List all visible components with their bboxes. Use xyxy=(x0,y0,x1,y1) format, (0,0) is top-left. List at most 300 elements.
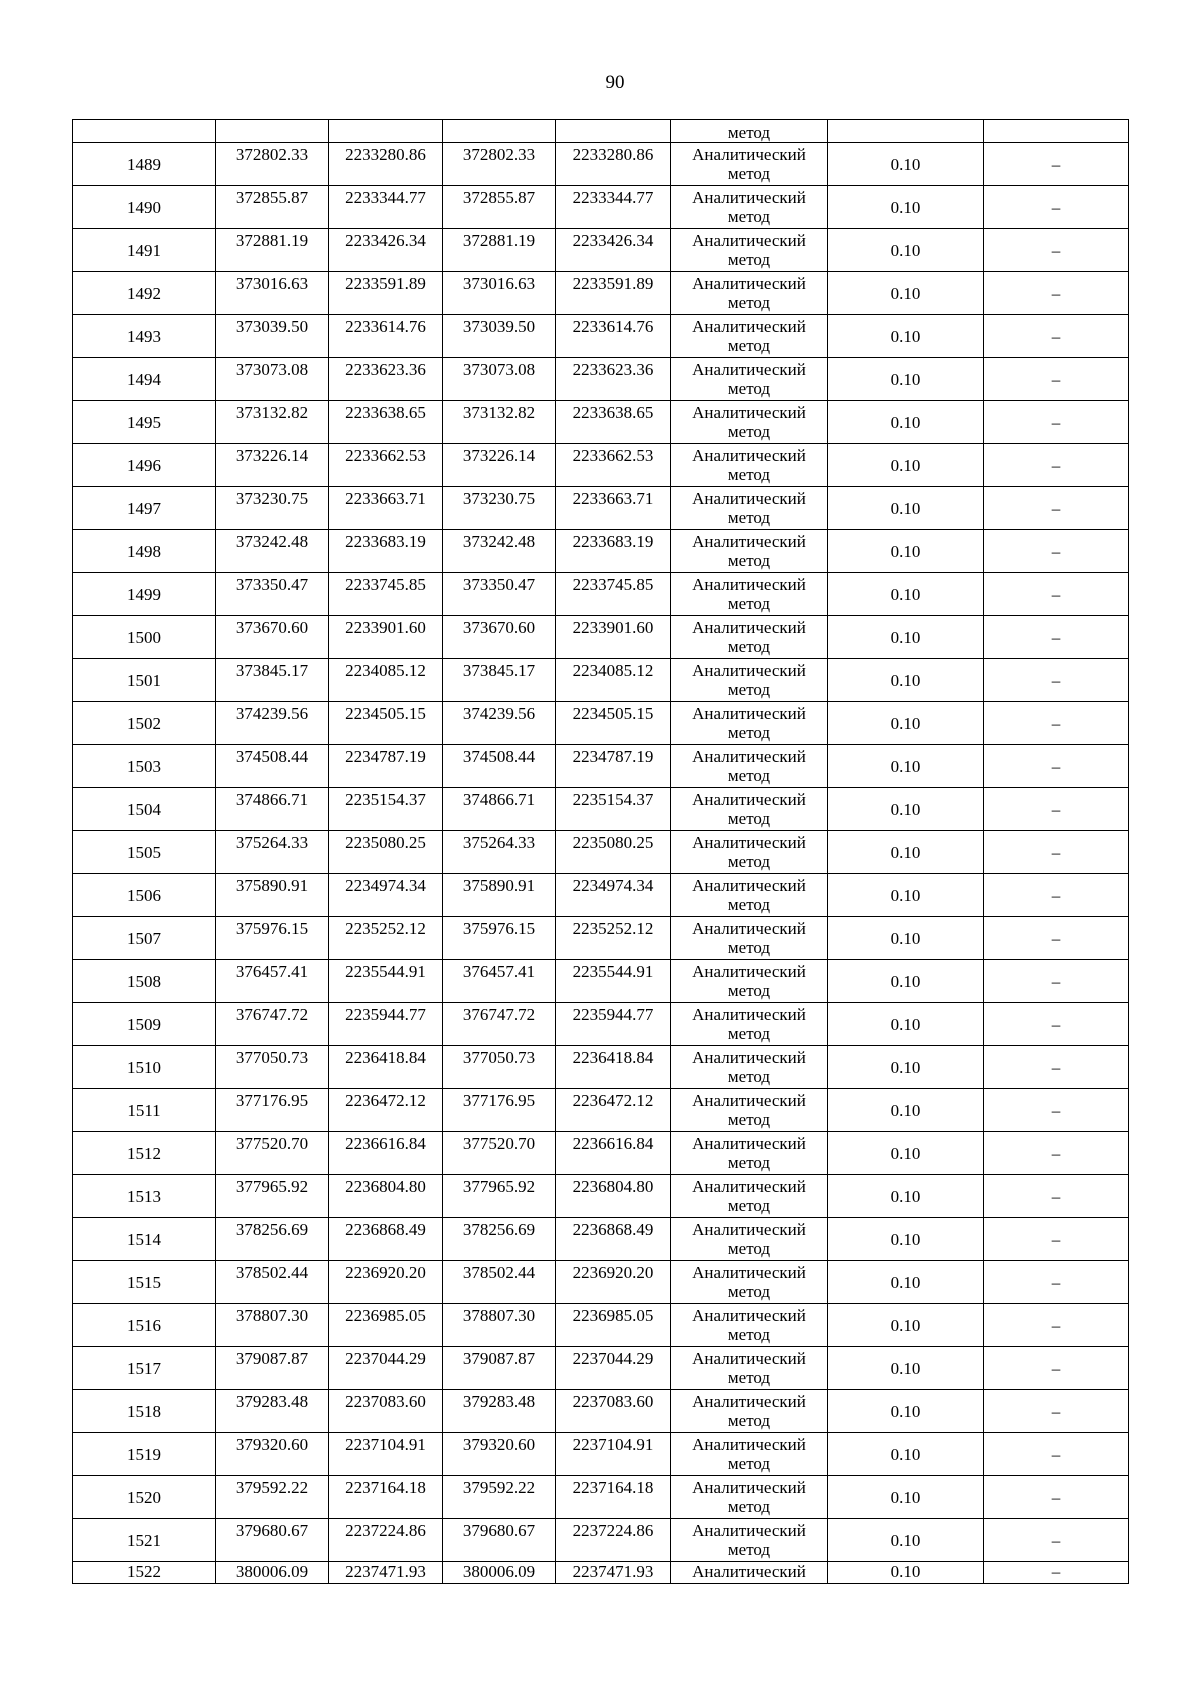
note-cell: – xyxy=(984,229,1129,272)
y2-cell: 2234505.15 xyxy=(556,702,671,745)
method-cell xyxy=(671,1261,828,1304)
y1-cell: 2235944.77 xyxy=(329,1003,443,1046)
page-number: 90 xyxy=(605,72,625,93)
method-cell xyxy=(671,573,828,616)
y2-cell: 2233901.60 xyxy=(556,616,671,659)
method-line-1: Аналитический xyxy=(692,661,806,680)
x1-cell: 377050.73 xyxy=(216,1046,329,1089)
note-cell: – xyxy=(984,1390,1129,1433)
note-cell: – xyxy=(984,1476,1129,1519)
x1-cell: 377520.70 xyxy=(216,1132,329,1175)
method-line-1: Аналитический xyxy=(692,317,806,336)
accuracy-cell: 0.10 xyxy=(828,1519,984,1562)
method-cell xyxy=(671,1046,828,1089)
x1-cell: 373073.08 xyxy=(216,358,329,401)
x2-cell: 377176.95 xyxy=(443,1089,556,1132)
method-cell xyxy=(671,960,828,1003)
y2-cell: 2237224.86 xyxy=(556,1519,671,1562)
x2-cell: 380006.09 xyxy=(443,1562,556,1584)
method-line-1: Аналитический xyxy=(692,1306,806,1325)
method-line-2: метод xyxy=(727,1497,771,1516)
method-line-1: Аналитический xyxy=(692,876,806,895)
note-cell: – xyxy=(984,272,1129,315)
method-cell xyxy=(671,831,828,874)
x2-cell: 375264.33 xyxy=(443,831,556,874)
note-cell: – xyxy=(984,831,1129,874)
table-row xyxy=(73,1132,1129,1175)
continuation-row xyxy=(73,120,1129,143)
y1-cell: 2233662.53 xyxy=(329,444,443,487)
y1-cell: 2233591.89 xyxy=(329,272,443,315)
method-line-1: Аналитический xyxy=(692,446,806,465)
table-row xyxy=(73,1390,1129,1433)
accuracy-cell: 0.10 xyxy=(828,659,984,702)
method-cell xyxy=(671,186,828,229)
x2-cell: 373230.75 xyxy=(443,487,556,530)
table-row xyxy=(73,1304,1129,1347)
method-line-1: Аналитический xyxy=(692,1478,806,1497)
x1-cell: 373230.75 xyxy=(216,487,329,530)
method-line-1: Аналитический xyxy=(692,618,806,637)
method-line-2: метод xyxy=(727,336,771,355)
table-row xyxy=(73,315,1129,358)
table-row xyxy=(73,1476,1129,1519)
method-line-2: метод xyxy=(727,1282,771,1301)
x2-cell: 374508.44 xyxy=(443,745,556,788)
method-line-1: Аналитический xyxy=(692,747,806,766)
accuracy-cell: 0.10 xyxy=(828,358,984,401)
y2-cell: 2233591.89 xyxy=(556,272,671,315)
method-line-1: Аналитический xyxy=(692,1263,806,1282)
accuracy-cell: 0.10 xyxy=(828,1476,984,1519)
y1-cell: 2234974.34 xyxy=(329,874,443,917)
x1-cell: 373132.82 xyxy=(216,401,329,444)
y1-cell: 2235252.12 xyxy=(329,917,443,960)
point-number-cell: 1499 xyxy=(73,573,216,616)
x1-cell: 373350.47 xyxy=(216,573,329,616)
method-line-2: метод xyxy=(727,895,771,914)
method-cell xyxy=(671,315,828,358)
x2-cell: 375890.91 xyxy=(443,874,556,917)
method-cell xyxy=(671,1175,828,1218)
y1-cell: 2234505.15 xyxy=(329,702,443,745)
y2-cell: 2233344.77 xyxy=(556,186,671,229)
table-row xyxy=(73,1175,1129,1218)
table-row xyxy=(73,1218,1129,1261)
y1-cell: 2233344.77 xyxy=(329,186,443,229)
point-number-cell: 1501 xyxy=(73,659,216,702)
y2-cell: 2236418.84 xyxy=(556,1046,671,1089)
table-row xyxy=(73,702,1129,745)
y2-cell: 2233683.19 xyxy=(556,530,671,573)
y1-cell: 2233663.71 xyxy=(329,487,443,530)
method-line-2: метод xyxy=(727,680,771,699)
table-row xyxy=(73,960,1129,1003)
x1-cell: 372802.33 xyxy=(216,143,329,186)
x2-cell: 373242.48 xyxy=(443,530,556,573)
method-line-1: Аналитический xyxy=(692,1005,806,1024)
method-line-2: метод xyxy=(727,594,771,613)
table-row xyxy=(73,1046,1129,1089)
x1-cell: 373242.48 xyxy=(216,530,329,573)
method-cell xyxy=(671,1089,828,1132)
point-number-cell: 1515 xyxy=(73,1261,216,1304)
accuracy-cell: 0.10 xyxy=(828,1132,984,1175)
y2-cell: 2234974.34 xyxy=(556,874,671,917)
table-row xyxy=(73,616,1129,659)
y1-cell: 2235080.25 xyxy=(329,831,443,874)
accuracy-cell: 0.10 xyxy=(828,143,984,186)
point-number-cell: 1496 xyxy=(73,444,216,487)
y1-cell: 2236472.12 xyxy=(329,1089,443,1132)
method-line-1: Аналитический xyxy=(692,1134,806,1153)
point-number-cell: 1490 xyxy=(73,186,216,229)
x1-cell: 376747.72 xyxy=(216,1003,329,1046)
accuracy-cell: 0.10 xyxy=(828,1390,984,1433)
note-cell: – xyxy=(984,788,1129,831)
x1-cell: 373845.17 xyxy=(216,659,329,702)
y1-cell: 2237164.18 xyxy=(329,1476,443,1519)
method-line-2: метод xyxy=(727,1196,771,1215)
point-number-cell: 1514 xyxy=(73,1218,216,1261)
note-cell: – xyxy=(984,1132,1129,1175)
y1-cell: 2233683.19 xyxy=(329,530,443,573)
y1-cell: 2237224.86 xyxy=(329,1519,443,1562)
y2-cell: 2235944.77 xyxy=(556,1003,671,1046)
point-number-cell: 1500 xyxy=(73,616,216,659)
y2-cell: 2235544.91 xyxy=(556,960,671,1003)
point-number-cell: 1505 xyxy=(73,831,216,874)
method-line-2: метод xyxy=(727,207,771,226)
accuracy-cell: 0.10 xyxy=(828,401,984,444)
method-line-2: метод xyxy=(727,164,771,183)
x1-cell: 380006.09 xyxy=(216,1562,329,1584)
x1-cell: 379592.22 xyxy=(216,1476,329,1519)
x2-cell: 373132.82 xyxy=(443,401,556,444)
x1-cell: 375890.91 xyxy=(216,874,329,917)
point-number-cell: 1491 xyxy=(73,229,216,272)
table-row xyxy=(73,1433,1129,1476)
y1-cell: 2233426.34 xyxy=(329,229,443,272)
method-line-2: метод xyxy=(727,1067,771,1086)
note-cell: – xyxy=(984,1519,1129,1562)
x1-cell: 374508.44 xyxy=(216,745,329,788)
note-cell: – xyxy=(984,315,1129,358)
table-row xyxy=(73,745,1129,788)
x2-cell: 372802.33 xyxy=(443,143,556,186)
method-cell xyxy=(671,702,828,745)
method-line-1: Аналитический xyxy=(692,1392,806,1411)
accuracy-cell: 0.10 xyxy=(828,788,984,831)
method-line-2: метод xyxy=(727,1239,771,1258)
method-cell xyxy=(671,1304,828,1347)
table-row-last xyxy=(73,1562,1129,1584)
y1-cell: 2233745.85 xyxy=(329,573,443,616)
note-cell: – xyxy=(984,573,1129,616)
point-number-cell: 1512 xyxy=(73,1132,216,1175)
method-cell xyxy=(671,1390,828,1433)
method-line-1: Аналитический xyxy=(692,188,806,207)
table-row xyxy=(73,788,1129,831)
x1-cell: 373670.60 xyxy=(216,616,329,659)
method-line-2: метод xyxy=(727,422,771,441)
note-cell: – xyxy=(984,659,1129,702)
method-line-1: Аналитический xyxy=(692,489,806,508)
x2-cell: 379592.22 xyxy=(443,1476,556,1519)
point-number-cell: 1513 xyxy=(73,1175,216,1218)
note-cell: – xyxy=(984,702,1129,745)
x1-cell: 373226.14 xyxy=(216,444,329,487)
x2-cell: 374866.71 xyxy=(443,788,556,831)
y2-cell: 2233638.65 xyxy=(556,401,671,444)
method-cell xyxy=(671,1003,828,1046)
method-line-1: Аналитический xyxy=(692,1349,806,1368)
method-cell xyxy=(671,1132,828,1175)
note-cell: – xyxy=(984,1433,1129,1476)
y2-cell: 2233280.86 xyxy=(556,143,671,186)
y1-cell: 2233623.36 xyxy=(329,358,443,401)
note-cell: – xyxy=(984,1003,1129,1046)
point-number-cell: 1493 xyxy=(73,315,216,358)
cell-empty xyxy=(556,120,671,143)
method-line-1: Аналитический xyxy=(692,790,806,809)
method-cell xyxy=(671,1218,828,1261)
cell-empty xyxy=(216,120,329,143)
accuracy-cell: 0.10 xyxy=(828,1433,984,1476)
x2-cell: 376457.41 xyxy=(443,960,556,1003)
table-row xyxy=(73,831,1129,874)
method-line-2: метод xyxy=(727,766,771,785)
note-cell: – xyxy=(984,530,1129,573)
method-line-1: Аналитический xyxy=(692,1091,806,1110)
method-line-2: метод xyxy=(727,379,771,398)
note-cell: – xyxy=(984,1218,1129,1261)
point-number-cell: 1521 xyxy=(73,1519,216,1562)
note-cell: – xyxy=(984,874,1129,917)
y2-cell: 2233663.71 xyxy=(556,487,671,530)
y2-cell: 2236868.49 xyxy=(556,1218,671,1261)
table-row xyxy=(73,1003,1129,1046)
x1-cell: 377176.95 xyxy=(216,1089,329,1132)
y2-cell: 2233745.85 xyxy=(556,573,671,616)
y1-cell: 2234085.12 xyxy=(329,659,443,702)
method-line-2: метод xyxy=(727,1454,771,1473)
x2-cell: 373350.47 xyxy=(443,573,556,616)
method-line-2: метод xyxy=(727,852,771,871)
x2-cell: 379087.87 xyxy=(443,1347,556,1390)
accuracy-cell: 0.10 xyxy=(828,960,984,1003)
x1-cell: 374239.56 xyxy=(216,702,329,745)
x1-cell: 375976.15 xyxy=(216,917,329,960)
method-line-1: Аналитический xyxy=(692,962,806,981)
accuracy-cell: 0.10 xyxy=(828,917,984,960)
point-number-cell: 1518 xyxy=(73,1390,216,1433)
x2-cell: 372855.87 xyxy=(443,186,556,229)
y1-cell: 2237044.29 xyxy=(329,1347,443,1390)
point-number-cell: 1520 xyxy=(73,1476,216,1519)
point-number-cell: 1519 xyxy=(73,1433,216,1476)
accuracy-cell: 0.10 xyxy=(828,831,984,874)
accuracy-cell: 0.10 xyxy=(828,745,984,788)
x2-cell: 377965.92 xyxy=(443,1175,556,1218)
table-body xyxy=(73,120,1129,1584)
method-line-1: Аналитический xyxy=(692,919,806,938)
method-line-1: Аналитический xyxy=(692,360,806,379)
method-cell xyxy=(671,1347,828,1390)
point-number-cell: 1509 xyxy=(73,1003,216,1046)
method-line-2: метод xyxy=(727,723,771,742)
y2-cell: 2236472.12 xyxy=(556,1089,671,1132)
x2-cell: 379320.60 xyxy=(443,1433,556,1476)
y1-cell: 2237083.60 xyxy=(329,1390,443,1433)
point-number-cell: 1498 xyxy=(73,530,216,573)
method-cell xyxy=(671,272,828,315)
y2-cell: 2236804.80 xyxy=(556,1175,671,1218)
x1-cell: 379680.67 xyxy=(216,1519,329,1562)
y1-cell: 2233280.86 xyxy=(329,143,443,186)
table-row xyxy=(73,917,1129,960)
method-line-2: метод xyxy=(727,1540,771,1559)
x2-cell: 372881.19 xyxy=(443,229,556,272)
method-cell xyxy=(671,530,828,573)
x1-cell: 372881.19 xyxy=(216,229,329,272)
point-number-cell: 1517 xyxy=(73,1347,216,1390)
note-cell: – xyxy=(984,487,1129,530)
method-cell xyxy=(671,788,828,831)
y2-cell: 2235080.25 xyxy=(556,831,671,874)
point-number-cell: 1503 xyxy=(73,745,216,788)
point-number-cell: 1492 xyxy=(73,272,216,315)
method-line-2: метод xyxy=(727,1411,771,1430)
note-cell: – xyxy=(984,186,1129,229)
method-cell xyxy=(671,1519,828,1562)
x1-cell: 372855.87 xyxy=(216,186,329,229)
method-cell xyxy=(671,917,828,960)
x2-cell: 378807.30 xyxy=(443,1304,556,1347)
y1-cell: 2234787.19 xyxy=(329,745,443,788)
method-line-1: Аналитический xyxy=(692,833,806,852)
method-line-1: Аналитический xyxy=(692,403,806,422)
method-line-2: метод xyxy=(727,1368,771,1387)
x2-cell: 379283.48 xyxy=(443,1390,556,1433)
method-line-2: метод xyxy=(727,637,771,656)
y2-cell: 2233426.34 xyxy=(556,229,671,272)
method-line-1: Аналитический xyxy=(692,1435,806,1454)
x2-cell: 377520.70 xyxy=(443,1132,556,1175)
x1-cell: 376457.41 xyxy=(216,960,329,1003)
point-number-cell: 1497 xyxy=(73,487,216,530)
y1-cell: 2235544.91 xyxy=(329,960,443,1003)
accuracy-cell: 0.10 xyxy=(828,530,984,573)
x1-cell: 379283.48 xyxy=(216,1390,329,1433)
y2-cell: 2235252.12 xyxy=(556,917,671,960)
accuracy-cell: 0.10 xyxy=(828,616,984,659)
y1-cell: 2236985.05 xyxy=(329,1304,443,1347)
method-line-1: Аналитический xyxy=(692,704,806,723)
method-line-1: Аналитический xyxy=(692,231,806,250)
method-cell xyxy=(671,229,828,272)
method-line-2: метод xyxy=(727,250,771,269)
method-cell xyxy=(671,358,828,401)
table-row xyxy=(73,1519,1129,1562)
cell-empty xyxy=(329,120,443,143)
note-cell: – xyxy=(984,960,1129,1003)
method-line-2: метод xyxy=(727,1110,771,1129)
note-cell: – xyxy=(984,1261,1129,1304)
table-row xyxy=(73,874,1129,917)
method-continuation-cell: метод xyxy=(671,120,828,143)
y2-cell: 2236920.20 xyxy=(556,1261,671,1304)
method-line-1: Аналитический xyxy=(692,1177,806,1196)
accuracy-cell: 0.10 xyxy=(828,1003,984,1046)
y1-cell: 2236868.49 xyxy=(329,1218,443,1261)
note-cell: – xyxy=(984,1175,1129,1218)
method-cell xyxy=(671,659,828,702)
method-cell xyxy=(671,874,828,917)
note-cell: – xyxy=(984,1046,1129,1089)
method-cell xyxy=(671,1433,828,1476)
point-number-cell: 1502 xyxy=(73,702,216,745)
method-cell xyxy=(671,444,828,487)
y2-cell: 2234085.12 xyxy=(556,659,671,702)
y2-cell: 2233662.53 xyxy=(556,444,671,487)
point-number-cell: 1508 xyxy=(73,960,216,1003)
table-row xyxy=(73,1089,1129,1132)
cell-empty xyxy=(73,120,216,143)
point-number-cell: 1494 xyxy=(73,358,216,401)
x1-cell: 378502.44 xyxy=(216,1261,329,1304)
accuracy-cell: 0.10 xyxy=(828,444,984,487)
accuracy-cell: 0.10 xyxy=(828,1089,984,1132)
note-cell: – xyxy=(984,444,1129,487)
method-line-1: Аналитический xyxy=(692,575,806,594)
y1-cell: 2236418.84 xyxy=(329,1046,443,1089)
table-row xyxy=(73,186,1129,229)
method-line-2: метод xyxy=(727,1153,771,1172)
accuracy-cell: 0.10 xyxy=(828,315,984,358)
method-line-1: Аналитический xyxy=(692,145,806,164)
method-line-1: Аналитический xyxy=(692,1048,806,1067)
x2-cell: 373039.50 xyxy=(443,315,556,358)
accuracy-cell: 0.10 xyxy=(828,272,984,315)
method-cell xyxy=(671,143,828,186)
accuracy-cell: 0.10 xyxy=(828,1218,984,1261)
point-number-cell: 1511 xyxy=(73,1089,216,1132)
y2-cell: 2237164.18 xyxy=(556,1476,671,1519)
x2-cell: 376747.72 xyxy=(443,1003,556,1046)
method-line-2: метод xyxy=(727,293,771,312)
y1-cell: 2233614.76 xyxy=(329,315,443,358)
table-row xyxy=(73,530,1129,573)
method-line-1: Аналитический xyxy=(692,1521,806,1540)
method-line-2: метод xyxy=(727,508,771,527)
y2-cell: 2233623.36 xyxy=(556,358,671,401)
note-cell: – xyxy=(984,358,1129,401)
x1-cell: 378256.69 xyxy=(216,1218,329,1261)
method-cell xyxy=(671,1476,828,1519)
note-cell: – xyxy=(984,1304,1129,1347)
x1-cell: 373039.50 xyxy=(216,315,329,358)
accuracy-cell: 0.10 xyxy=(828,573,984,616)
point-number-cell: 1506 xyxy=(73,874,216,917)
y1-cell: 2236616.84 xyxy=(329,1132,443,1175)
method-cell: Аналитический xyxy=(671,1562,828,1584)
y2-cell: 2234787.19 xyxy=(556,745,671,788)
note-cell: – xyxy=(984,616,1129,659)
method-line-2: метод xyxy=(727,938,771,957)
x2-cell: 378502.44 xyxy=(443,1261,556,1304)
table-row xyxy=(73,229,1129,272)
